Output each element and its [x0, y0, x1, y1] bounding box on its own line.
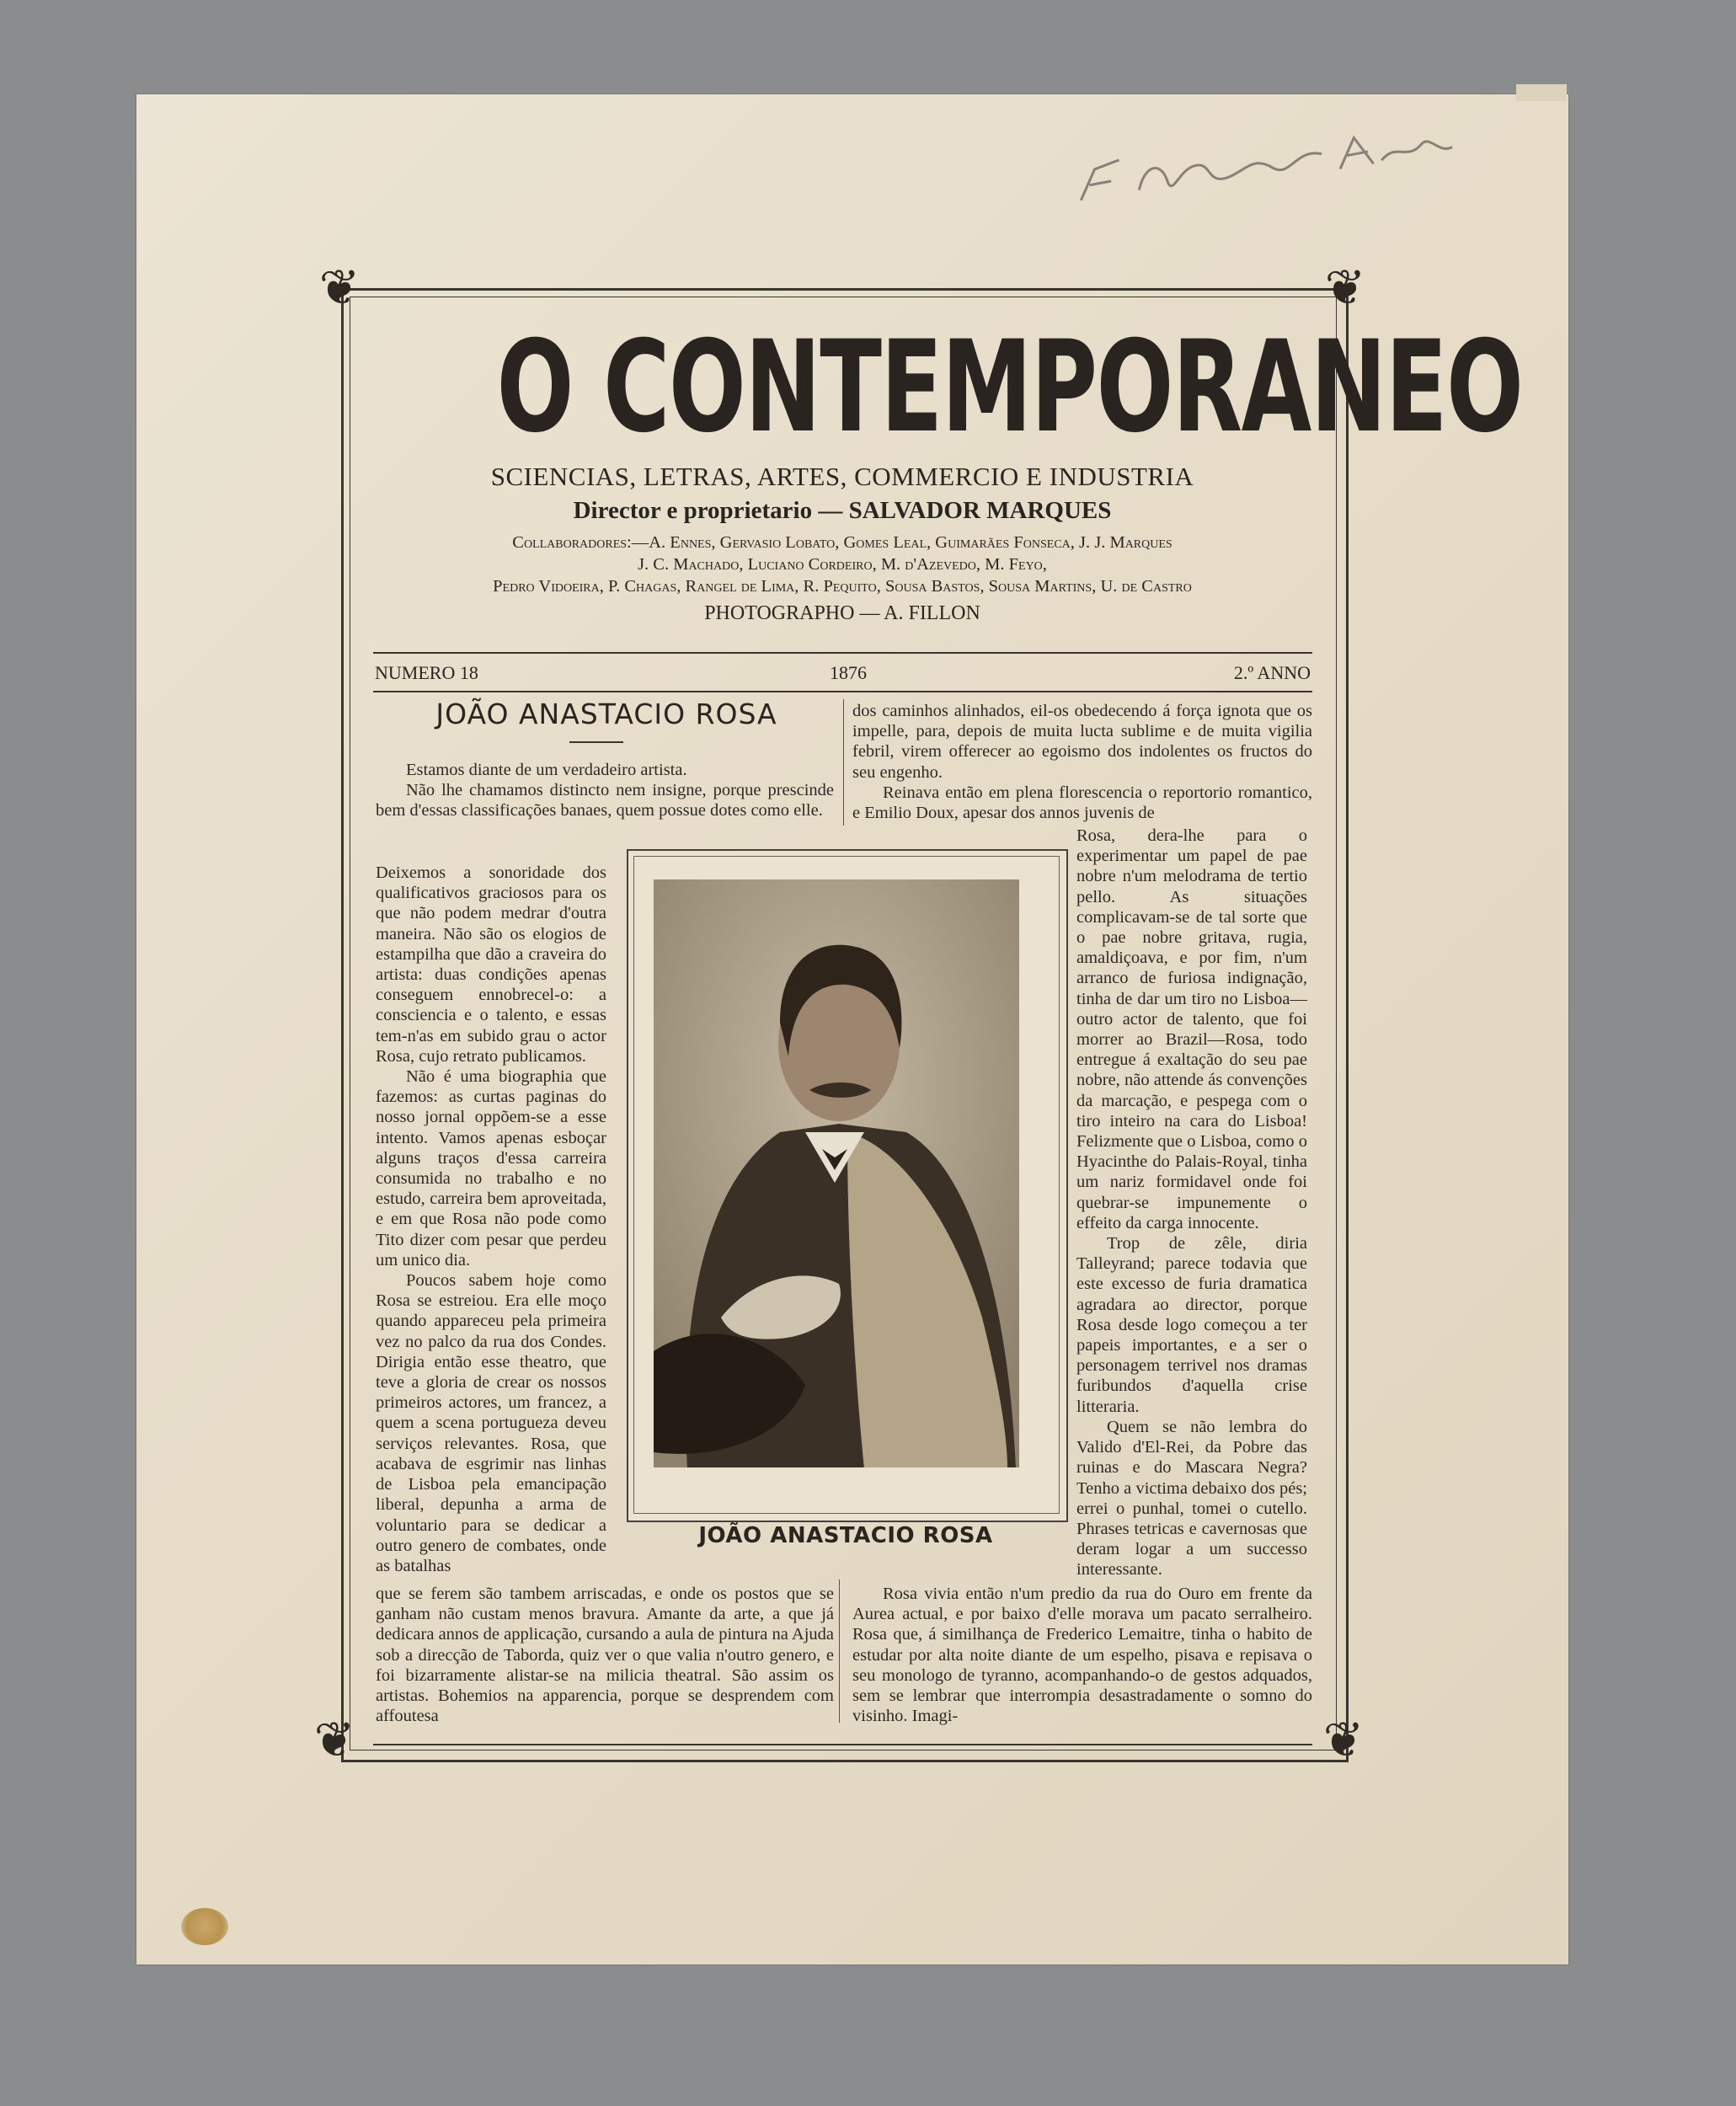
collaborators-line-2: J. C. Machado, Luciano Cordeiro, M. d'Azevedo, M. Feyo,: [638, 555, 1047, 574]
column-divider: [843, 699, 844, 826]
paper-stain: [181, 1908, 228, 1945]
paragraph: Trop de zêle, diria Talleyrand; parece todavia que este excesso de furia dramatica agradara ao director, porque Rosa desde logo começou a ter papeis importantes, e a ser o personagem terrivel nos dramas furibundos d'aquella crise litteraria.: [1076, 1234, 1307, 1416]
issue-volume: 2.º ANNO: [1233, 662, 1311, 683]
article-column-left-top: [376, 760, 834, 821]
article-column-left-bottom: [376, 1584, 834, 1726]
article-column-right-narrow: [1076, 826, 1307, 1580]
portrait-photograph: [654, 879, 1019, 1467]
title-rule: [569, 741, 623, 743]
corner-ornament-icon: ❦: [318, 259, 361, 316]
newspaper-title: O CONTEMPORANEO: [496, 314, 1523, 461]
paragraph: que se ferem são tambem arriscadas, e onde os postos que se ganham não custam menos bravura. Amante da arte, a que já dedicara annos de applicação, cursando a aula de pintura na Ajuda sob a direcção de Taborda, quiz ver o que valia n'outro genero, e foi bizarramente alistar-se na milicia theatral. São assim os artistas. Bohemios na apparencia, porque se desprendem com affoutesa: [376, 1585, 834, 1726]
paragraph: dos caminhos alinhados, eil-os obedecendo á força ignota que os impelle, para, depois de muita lucta sublime e de muita vigilia febril, virem offerecer ao egoismo dos indolentes os fructos do seu engenho.: [852, 702, 1312, 782]
bottom-rule: [373, 1744, 1312, 1745]
paragraph: Reinava então em plena florescencia o reportorio romantico, e Emilio Doux, apesar dos annos juvenis de: [852, 783, 1312, 823]
issue-number: NUMERO 18: [375, 662, 478, 683]
collaborators-line-3: Pedro Vidoeira, P. Chagas, Rangel de Lima, R. Pequito, Sousa Bastos, Sousa Martins, U. de Castro: [493, 577, 1192, 596]
paragraph: Não é uma biographia que fazemos: as curtas paginas do nosso jornal oppõem-se a esse intento. Vamos apenas esboçar alguns traços d'essa carreira consumida no trabalho e no estudo, carreira bem aproveitada, e em que Rosa não pode como Tito dizer com pesar que perdeu um unico dia.: [376, 1067, 606, 1269]
corner-ornament-icon: ❦: [1322, 1711, 1365, 1768]
photographer-line: PHOTOGRAPHO — A. FILLON: [704, 602, 980, 624]
corner-ornament-icon: ❦: [313, 1711, 355, 1768]
paragraph: Rosa, dera-lhe para o experimentar um papel de pae nobre n'um melodrama de tertio pello. As situações complicavam-se de tal sorte que o pae nobre gritava, rugia, amaldiçoava, e por fim, n'um arranco de furiosa indignação, tinha de dar um tiro no Lisboa—outro actor de talento, que foi morrer ao Brazil—Rosa, todo entregue á exaltação do seu pae nobre, não attende ás convenções da marcação, e pespega com o tiro inteiro na cara do Lisboa! Felizmente que o Lisboa, como o Hyacinthe do Palais-Royal, tinha um nariz formidavel onde foi quebrar-se impunemente o effeito da carga innocente.: [1076, 826, 1307, 1232]
collaborators-line-1: Collaboradores:—A. Ennes, Gervasio Lobato, Gomes Leal, Guimarães Fonseca, J. J. Marques: [512, 533, 1172, 552]
article-column-left-narrow: [376, 863, 606, 1576]
paragraph: Não lhe chamamos distincto nem insigne, porque prescinde bem d'essas classificações banaes, quem possue dotes como elle.: [376, 781, 834, 820]
article-title: JOÃO ANASTACIO ROSA: [435, 698, 777, 730]
sheet-edge: [1516, 84, 1567, 101]
paragraph: Quem se não lembra do Valido d'El-Rei, da Pobre das ruinas e do Mascara Negra? Tenho a victima debaixo dos pés; errei o punhal, tomei o cutello. Phrases tetricas e cavernosas que deram logar a um successo interessante.: [1076, 1417, 1307, 1580]
paragraph: Deixemos a sonoridade dos qualificativos graciosos para os que não podem medrar d'outra maneira. Não são os elogios de estampilha que dão a craveira do artista: duas condições apenas conseguem ennobrecel-o: a consciencia e o talento, e essas tem-n'as em subido grau o actor Rosa, cujo retrato publicamos.: [376, 863, 606, 1066]
issue-year: 1876: [830, 662, 867, 683]
column-divider: [839, 1580, 840, 1723]
masthead: [362, 314, 1523, 625]
paragraph: Rosa vivia então n'um predio da rua do Ouro em frente da Aurea actual, e por baixo d'elle morava um pacato serralheiro. Rosa que, á similhança de Frederico Lemaitre, tinha o habito de estudar por alta noite diante de um espelho, pisava e repisava o seu monologo de tyranno, acompanhando-o de gestos adquados, sem se lembrar que interrompia desastradamente o somno do visinho. Imagi-: [852, 1585, 1312, 1726]
photo-caption: JOÃO ANASTACIO ROSA: [698, 1523, 993, 1548]
paragraph: Estamos diante de um verdadeiro artista.: [406, 761, 687, 779]
article-column-right-bottom: [852, 1584, 1312, 1726]
paragraph: Poucos sabem hoje como Rosa se estreiou. Era elle moço quando appareceu pela primeira vez no palco da rua dos Condes. Dirigia então esse theatro, que teve a gloria de crear os nossos primeiros actores, um francez, a quem a scena portugueza deveu serviços relevantes. Rosa, que acabava de esgrimir nas linhas de Lisboa pela emancipação liberal, depunha a arma de voluntario para se dedicar a outro genero de combates, onde as batalhas: [376, 1271, 606, 1575]
corner-ornament-icon: ❦: [1324, 259, 1366, 316]
article-column-right-top: [852, 701, 1312, 823]
newspaper-subtitle: SCIENCIAS, LETRAS, ARTES, COMMERCIO E INDUSTRIA: [490, 462, 1194, 491]
director-line: Director e proprietario — SALVADOR MARQUES: [573, 497, 1112, 524]
issue-info-bar: [373, 652, 1312, 692]
